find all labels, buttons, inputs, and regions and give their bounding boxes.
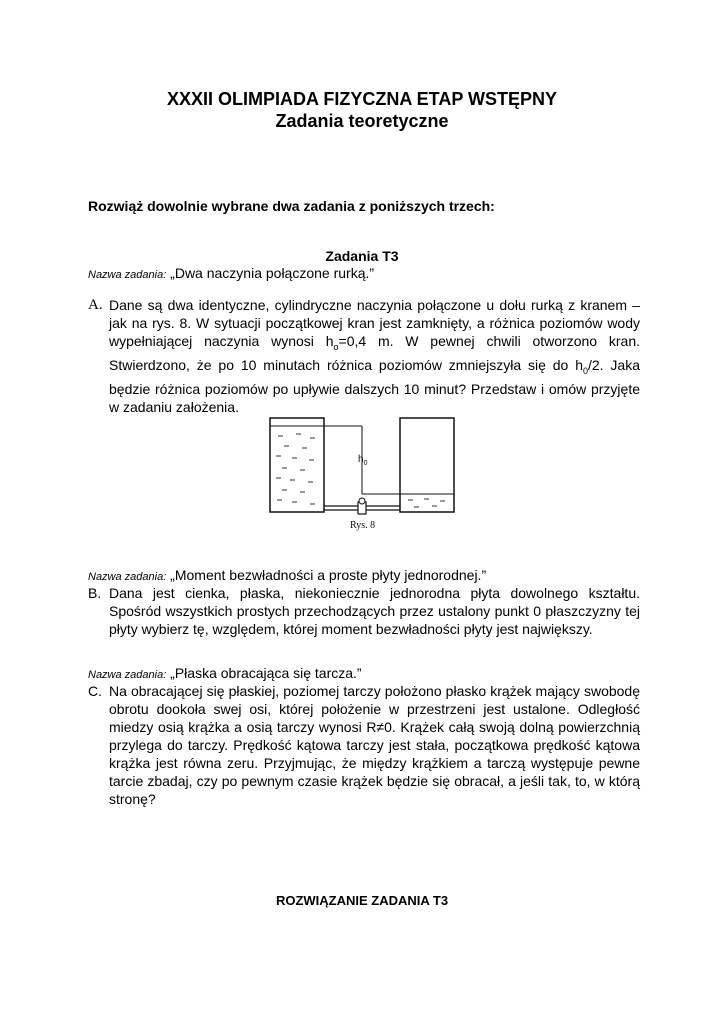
task-a-name: „Dwa naczynia połączone rurką.”	[170, 265, 375, 281]
solution-heading: ROZWIĄZANIE ZADANIA T3	[275, 893, 449, 908]
task-c-name: „Płaska obracająca się tarcza.”	[170, 665, 362, 681]
tap-handle	[359, 498, 365, 504]
task-b-name: „Moment bezwładności a proste płyty jednorodnej.”	[170, 567, 487, 583]
task-label: Nazwa zadania:	[88, 571, 167, 583]
left-water-hatching	[276, 434, 315, 504]
left-vessel	[270, 418, 324, 512]
task-c-letter: C.	[88, 683, 102, 699]
task-a-name-line	[88, 264, 374, 284]
task-b-letter: B.	[88, 585, 102, 601]
task-c	[88, 682, 640, 808]
figure-caption: Rys. 8	[350, 520, 376, 531]
task-a-letter: A.	[88, 297, 103, 313]
task-c-name-line	[88, 664, 362, 684]
right-water-hatching	[408, 499, 445, 507]
task-b	[88, 584, 640, 638]
vessels-diagram	[262, 414, 462, 542]
task-a	[88, 296, 640, 416]
task-a-text-2: =0,4 m. W pewnej chwili otworzono kran. Stwierdzono, że po 10 minutach różnica poziomów zmniejszyła się do h	[109, 333, 640, 373]
right-vessel	[400, 418, 454, 512]
task-b-name-line	[88, 566, 486, 586]
task-a-text-1: Dane są dwa identyczne, cylindryczne naczynia połączone u dołu rurką z kranem – jak na rys. 8. W sytuacji początkowej kran jest zamknięty, a różnica poziomów wody wypełniającej naczynia wynosi h	[109, 297, 640, 349]
task-a-text-3: /2. Jaka będzie różnica poziomów po upływie dalszych 10 minut? Przedstaw i omów przyjęte w zadaniu założenia.	[109, 356, 640, 415]
task-label: Nazwa zadania:	[88, 269, 167, 281]
task-c-text: Na obracającej się płaskiej, poziomej tarczy położono płasko krążek mający swobodę obrotu dookoła swej osi, której położenie w przestrzeni jest ustalone. Odległość miedzy osią krążka a osią tarczy wynosi R≠0. Krążek całą swoją dolną powierzchnią przylega do tarczy. Prędkość kątowa tarczy jest stała, początkowa prędkość kątowa krążka jest równa zeru. Przyjmując, że między krążkiem a tarczą występuje pewne tarcie zbadaj, czy po pewnym czasie krążek będzie się obracał, a jeśli tak, to, w którą stronę?	[109, 683, 640, 807]
task-a-sub-1: o	[333, 341, 339, 352]
task-a-sub-2: 0	[582, 365, 588, 376]
page-title: XXXII OLIMPIADA FIZYCZNA ETAP WSTĘPNY	[166, 89, 558, 109]
figure-rys-8	[262, 414, 462, 542]
section-heading: Zadania T3	[325, 248, 399, 264]
h0-label: $h_0$	[358, 454, 368, 467]
instruction: Rozwiąż dowolnie wybrane dwa zadania z poniższych trzech:	[88, 198, 495, 214]
page-subtitle: Zadania teoretyczne	[275, 111, 449, 131]
task-b-text: Dana jest cienka, płaska, niekoniecznie jednorodna płyta dowolnego kształtu. Spośród wszystkich prostych przechodzących przez ustalony punkt 0 płaszczyzny tej płyty wybierz tę, względem, której moment bezwładności płyty jest największy.	[109, 585, 640, 637]
task-label: Nazwa zadania:	[88, 669, 167, 681]
